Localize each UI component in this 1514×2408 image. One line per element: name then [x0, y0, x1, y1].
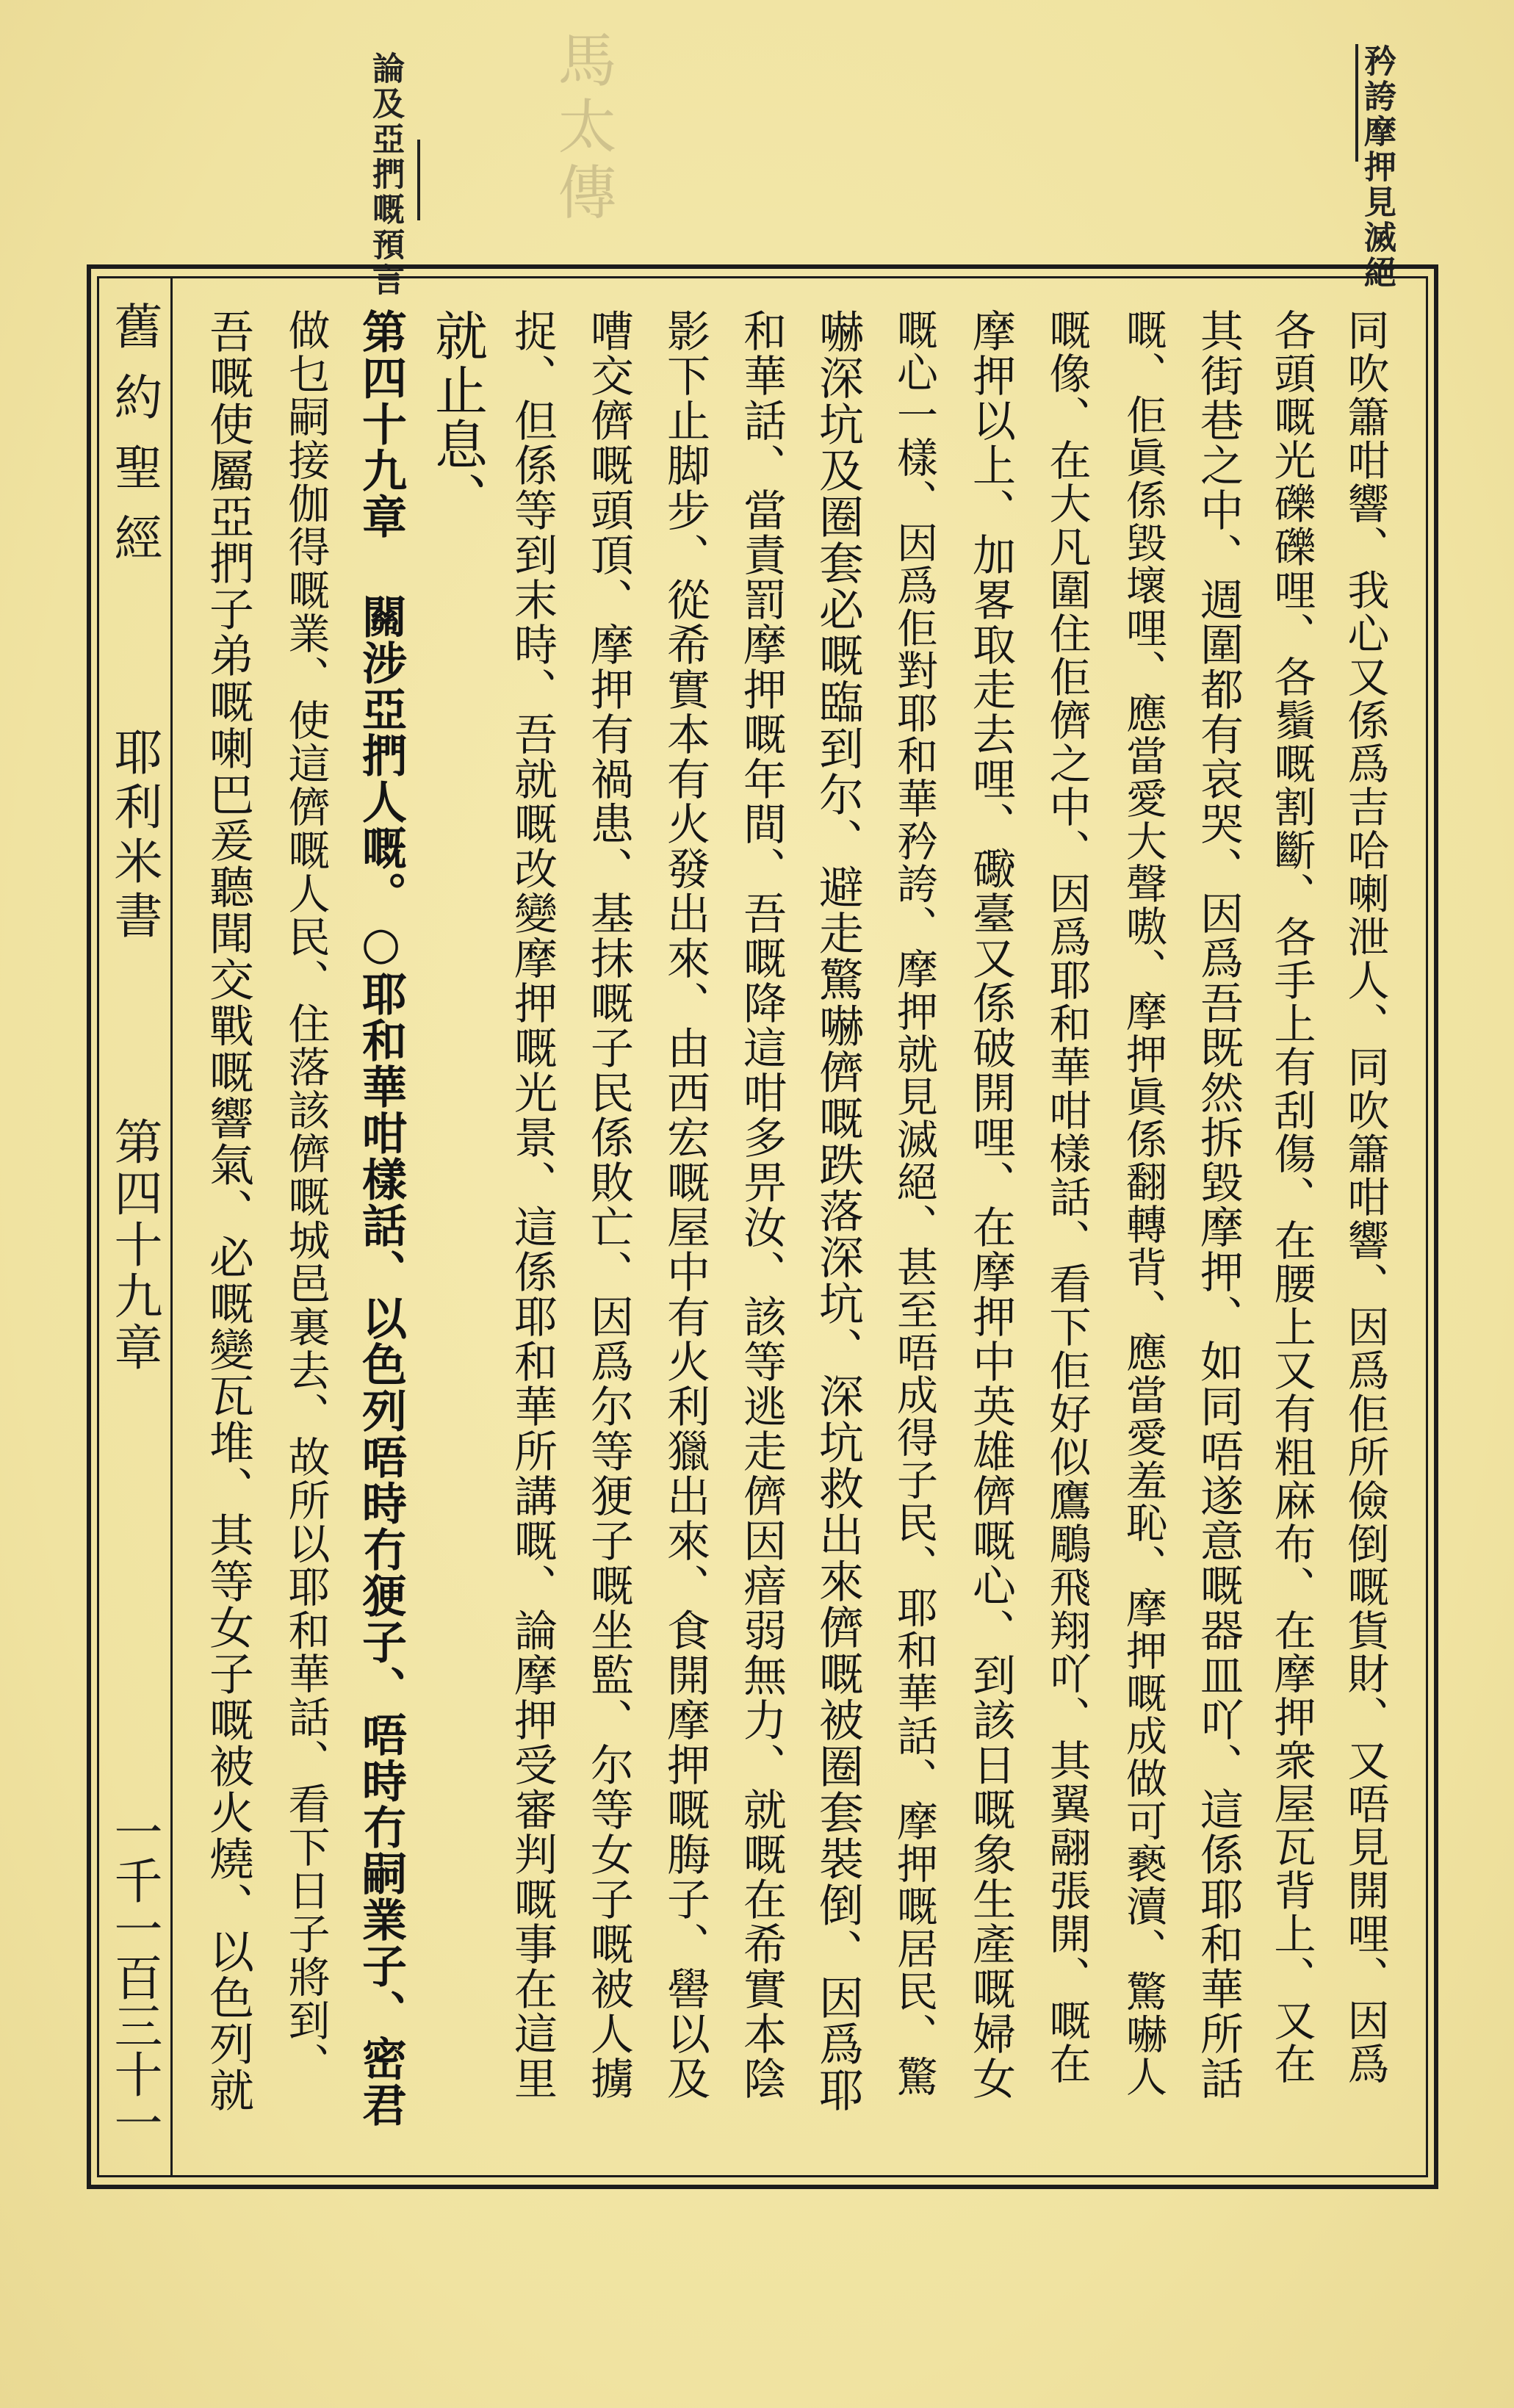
gutter-rule	[170, 276, 173, 2177]
margin-note-left-bar	[417, 140, 420, 220]
text-column-6: 摩押以上、加畧取走去哩、礮臺又係破開哩、在摩押中英雄儕嘅心、到該日嘅象生產嘅婦女	[965, 309, 1016, 2101]
text-column-1: 同吹簫咁響、我心又係爲吉哈喇泄人、同吹簫咁響、因爲佢所儉倒嘅貨財、又唔見開哩、因爲	[1341, 309, 1389, 2086]
text-column-2: 各頭嘅光礫礫哩、各鬚嘅割斷、各手上有刮傷、在腰上又有粗麻布、在摩押衆屋瓦背上、又在	[1267, 309, 1316, 2086]
book-title: 舊約聖經	[106, 301, 162, 583]
margin-note-right-bar	[1355, 44, 1358, 162]
text-column-5: 嘅像、在大凡圍住佢儕之中、因爲耶和華咁樣話、看下佢好似鷹鵰飛翔吖、其翼翮張開、嘅在	[1042, 309, 1091, 2086]
page-number: 一千一百三十一	[106, 1807, 162, 2146]
chapter-header: 第四十九章	[106, 1117, 162, 1374]
text-column-8: 嚇深坑及圈套必嘅臨到尔、避走驚嚇儕嘅跌落深坑、深坑救出來儕嘅被圈套裝倒、因爲耶	[812, 309, 864, 2113]
text-column-3: 其街巷之中、週圍都有哀哭、因爲吾既然拆毀摩押、如同唔遂意嘅器皿吖、這係耶和華所話	[1193, 309, 1244, 2101]
text-column-4: 嘅、佢眞係毀壞哩、應當愛大聲嗷、摩押眞係翻轉背、應當愛羞恥、摩押嘅成做可褻瀆、驚嚇人	[1120, 309, 1167, 2098]
text-column-9: 和華話、當責罰摩押嘅年間、吾嘅降這咁多畀汝、該等逃走儕因瘖弱無力、就嘅在希實本陰	[736, 309, 787, 2101]
book-name: 耶利米書	[106, 727, 162, 945]
text-column-11: 嘈交儕嘅頭頂、摩押有禍患、基抹嘅子民係敗亡、因爲尔等㹴子嘅坐監、尔等女子嘅被人擄	[583, 309, 634, 2101]
text-column-13: 就止息、	[426, 309, 488, 526]
margin-note-left-text: 論及亞捫嘅預言	[367, 51, 404, 298]
chapter-heading-column: 第四十九章 關涉亞捫人嘅。○耶和華咁樣話、以色列唔時冇㹴子、唔時冇嗣業子、密君	[355, 309, 407, 2128]
text-column-7: 嘅心一樣、因爲佢對耶和華矜誇、摩押就見滅絕、甚至唔成得子民、耶和華話、摩押嘅居民、驚	[890, 309, 938, 2098]
text-column-15: 做乜嗣接伽得嘅業、使這儕嘅人民、住落該儕嘅城邑裏去、故所以耶和華話、看下日子將到、	[281, 309, 330, 2086]
bleed-through-text: 馬太傳	[548, 29, 616, 228]
margin-note-left	[323, 51, 404, 298]
text-column-16: 吾嘅使屬亞捫子弟嘅喇巴爰聽聞交戰嘅響氣、必嘅變瓦堆、其等女子嘅被火燒、以色列就	[202, 309, 254, 2113]
text-column-10: 影下止脚步、從希實本有火發出來、由西宏嘅屋中有火利獵出來、食開摩押嘅脢子、嚳以及	[660, 309, 710, 2101]
margin-note-right-text: 矜誇摩押見滅絕	[1358, 44, 1396, 291]
text-column-12: 捉、但係等到末時、吾就嘅改變摩押嘅光景、這係耶和華所講嘅、論摩押受審判嘅事在這里	[507, 309, 558, 2101]
